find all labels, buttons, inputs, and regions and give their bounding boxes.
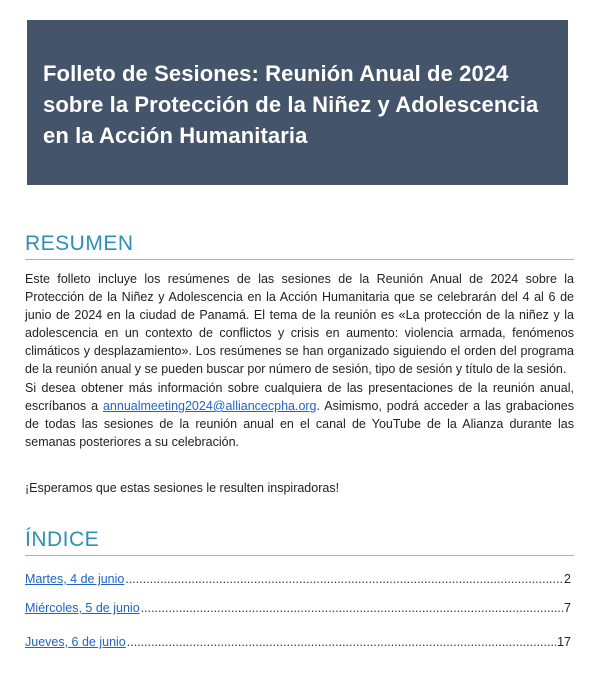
paragraph-2-text-after: . Asimismo, podrá acceder a las grabaciones de todas las sesiones de la reunión anual en el canal de YouTube de la Alianza durante las semanas posteriores a su celebración. (25, 399, 574, 449)
title-line-1: Folleto de Sesiones: Reunión Anual de 2024 (43, 61, 509, 86)
title-line-2: sobre la Protección de la Niñez y Adolescencia (43, 92, 539, 117)
indice-heading: ÍNDICE (25, 528, 574, 556)
toc-link-jueves[interactable]: Jueves, 6 de junio (25, 635, 126, 649)
resumen-paragraph-2 (25, 379, 574, 451)
title-line-3: en la Acción Humanitaria (43, 123, 308, 148)
resumen-paragraph-1: Este folleto incluye los resúmenes de las sesiones de la Reunión Anual de 2024 sobre la Protección de la Niñez y Adolescencia en la Acción Humanitaria que se celebrarán del 4 al 6 de junio de 2024 en la ciudad de Panamá. El tema de la reunión es «La protección de la niñez y la adolescencia en un contexto de conflictos y crisis en aumento: violencia armada, fenómenos climáticos y desplazamiento». Los resúmenes se han organizado siguiendo el orden del programa de la reunión anual y se pueden buscar por número de sesión, tipo de sesión y título de la sesión. (25, 272, 574, 376)
resumen-paragraph-3: ¡Esperamos que estas sesiones le resulten inspiradoras! (25, 481, 340, 495)
email-link[interactable]: annualmeeting2024@alliancecpha.org (102, 399, 317, 413)
toc-link-martes[interactable]: Martes, 4 de junio (25, 572, 125, 586)
toc-entry-jueves (25, 635, 571, 649)
toc-leader-dots (141, 601, 563, 615)
toc-leader-dots (127, 635, 556, 649)
toc-entry-miercoles (25, 601, 571, 615)
toc-link-miercoles[interactable]: Miércoles, 5 de junio (25, 601, 140, 615)
paragraph-2-text-before: Si desea obtener más información sobre cualquiera de las presentaciones de la reunión anual, escríbanos a (25, 381, 574, 413)
resumen-heading: RESUMEN (25, 232, 574, 260)
toc-page-number: 7 (564, 601, 571, 615)
toc-entry-martes (25, 572, 571, 586)
toc-page-number: 2 (564, 572, 571, 586)
title-banner (27, 20, 568, 185)
toc-leader-dots (125, 572, 563, 586)
document-title (43, 58, 552, 151)
toc-page-number: 17 (557, 635, 571, 649)
